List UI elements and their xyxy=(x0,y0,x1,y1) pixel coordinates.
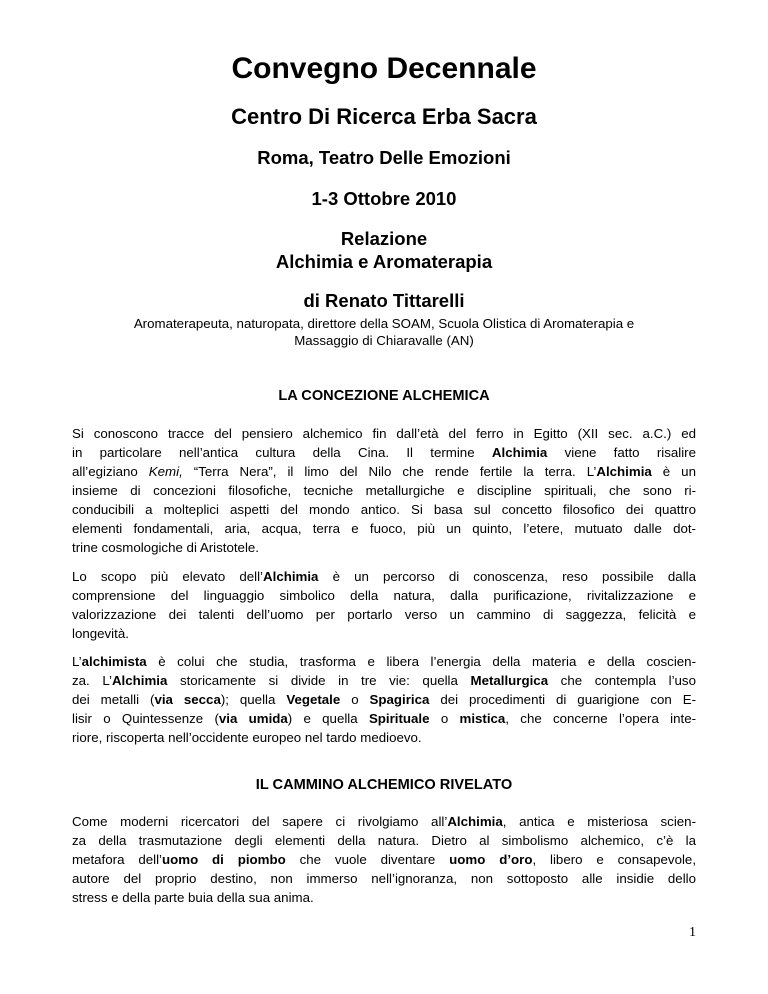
organizer-name: Centro Di Ricerca Erba Sacra xyxy=(231,104,537,129)
section-heading-concezione: LA CONCEZIONE ALCHEMICA xyxy=(278,388,490,404)
affiliation-line-1: Aromaterapeuta, naturopata, direttore della SOAM, Scuola Olistica di Aromaterapia e xyxy=(133,316,635,331)
text-run: ) e quella xyxy=(287,711,358,726)
paragraph-3 xyxy=(72,652,696,747)
text-run: o xyxy=(351,692,359,707)
paragraph-line xyxy=(72,443,696,462)
paragraph-line: autore del proprio destino, non immerso nell’ignoranza, non sottoposto alle insidie dello xyxy=(72,871,696,886)
paragraph-1 xyxy=(72,424,696,557)
bold-term: Alchimia xyxy=(263,569,319,584)
paragraph-4 xyxy=(72,812,696,907)
text-run: Come moderni ricercatori del sapere ci rivolgiamo all’ xyxy=(72,814,448,829)
text-run: , libero e consapevole, xyxy=(532,852,697,867)
text-run: o xyxy=(440,711,449,726)
paragraph-line: comprensione del linguaggio simbolico della natura, dalla purificazione, rivitalizzazione e xyxy=(72,588,696,603)
bold-term: uomo di piombo xyxy=(162,852,286,867)
bold-term: Alchimia xyxy=(596,464,652,479)
paragraph-line: longevità. xyxy=(72,626,129,641)
text-run: che vuole diventare xyxy=(299,852,436,867)
bold-term: alchimista xyxy=(81,654,147,669)
text-run: , che concerne l’opera inte- xyxy=(505,711,697,726)
bold-term: via umida xyxy=(218,711,288,726)
venue: Roma, Teatro Delle Emozioni xyxy=(257,147,511,168)
paragraph-line: Si conoscono tracce del pensiero alchemico fin dall’età del ferro in Egitto (XII sec. a.C.) ed xyxy=(72,426,696,441)
paragraph-line xyxy=(72,690,696,709)
text-run: metafora dell’ xyxy=(72,852,162,867)
paragraph-line: za della trasmutazione degli elementi della natura. Dietro al simbolismo alchemico, c’è la xyxy=(72,833,696,848)
paragraph-line xyxy=(72,652,696,671)
text-run: all’egiziano xyxy=(72,464,138,479)
paragraph-line xyxy=(72,462,696,481)
page-number: 1 xyxy=(689,925,696,940)
paragraph-line xyxy=(72,812,696,831)
paragraph-line xyxy=(72,567,696,586)
bold-term: Alchimia xyxy=(447,814,503,829)
paragraph-line xyxy=(72,850,696,869)
text-run: ); quella xyxy=(220,692,276,707)
talk-title: Alchimia e Aromaterapia xyxy=(275,251,493,272)
section-heading-cammino: IL CAMMINO ALCHEMICO RIVELATO xyxy=(255,777,513,793)
text-run: in particolare nell’antica cultura della Cina. Il termine xyxy=(72,445,475,460)
affiliation-line-2: Massaggio di Chiaravalle (AN) xyxy=(294,333,474,348)
conference-dates: 1-3 Ottobre 2010 xyxy=(311,188,457,209)
text-run: viene fatto risalire xyxy=(564,445,696,460)
author-affiliation xyxy=(120,315,648,349)
paragraph-line: stress e della parte buia della sua anima. xyxy=(72,890,314,905)
text-run: è un xyxy=(662,464,696,479)
bold-term: Metallurgica xyxy=(470,673,549,688)
text-run: dei procedimenti di guarigione con E- xyxy=(440,692,696,707)
paragraph-line: valorizzazione dei talenti dell’uomo per portarlo verso un cammino di saggezza, felicità e xyxy=(72,607,696,622)
bold-term: via secca xyxy=(154,692,221,707)
text-run: dei metalli ( xyxy=(72,692,155,707)
paragraph-line xyxy=(72,709,696,728)
paragraph-line: riore, riscoperta nell’occidente europeo nel tardo medioevo. xyxy=(72,730,422,745)
paragraph-line: conducibili a molteplici aspetti del mondo antico. Si basa sul concetto filosofico dei quattro xyxy=(72,502,696,517)
bold-term: Vegetale xyxy=(286,692,341,707)
bold-term: Alchimia xyxy=(111,673,168,688)
text-run: L’ xyxy=(72,654,82,669)
author-name: di Renato Tittarelli xyxy=(303,290,465,311)
bold-term: Spirituale xyxy=(368,711,430,726)
paragraph-line: trine cosmologiche di Aristotele. xyxy=(72,540,259,555)
text-run: “Terra Nera”, il limo del Nilo che rende fertile la terra. L’ xyxy=(193,464,597,479)
text-run: lisir o Quintessenze ( xyxy=(72,711,219,726)
bold-term: mistica xyxy=(459,711,506,726)
text-run: è colui che studia, trasforma e libera l’energia della materia e della coscien- xyxy=(158,654,696,669)
paragraph-2 xyxy=(72,567,696,643)
bold-term: Spagirica xyxy=(369,692,430,707)
text-run: storicamente si divide in tre vie: quella xyxy=(179,673,458,688)
talk-heading xyxy=(0,227,768,273)
italic-term: Kemi, xyxy=(148,464,183,479)
talk-kind: Relazione xyxy=(340,228,428,249)
text-run: è un percorso di conoscenza, reso possibile dalla xyxy=(332,569,696,584)
bold-term: uomo d’oro xyxy=(449,852,533,867)
conference-title: Convegno Decennale xyxy=(231,52,537,85)
text-run: , antica e misteriosa scien- xyxy=(502,814,696,829)
text-run: za. L’ xyxy=(72,673,112,688)
text-run: Lo scopo più elevato dell’ xyxy=(72,569,264,584)
text-run: che contempla l’uso xyxy=(560,673,696,688)
paragraph-line: elementi fondamentali, aria, acqua, terra e fuoco, più un quinto, l’etere, mutuato dalle dot- xyxy=(72,521,696,536)
bold-term: Alchimia xyxy=(491,445,548,460)
paragraph-line: insieme di concezioni filosofiche, tecniche metallurgiche e discipline spirituali, che sono ri- xyxy=(72,483,696,498)
paragraph-line xyxy=(72,671,696,690)
